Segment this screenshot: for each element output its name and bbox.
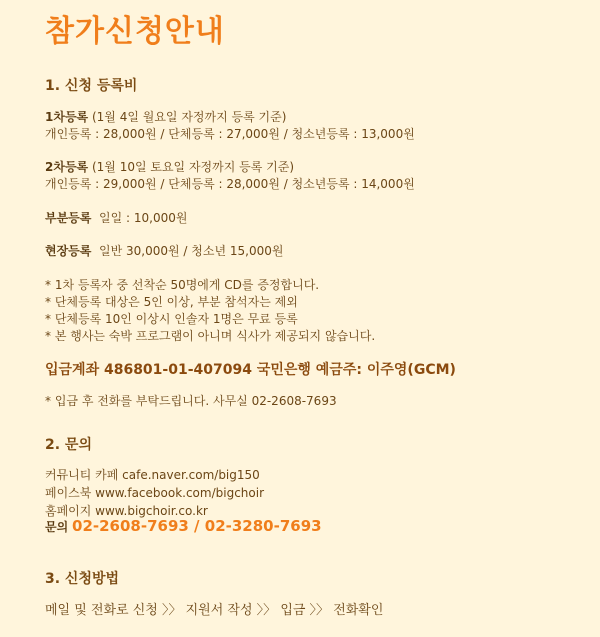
partial-row <box>45 209 187 226</box>
note-item: * 단체등록 10인 이상시 인솔자 1명은 무료 등록 <box>45 312 298 326</box>
contact-label: 문의 <box>45 520 69 534</box>
call-note: * 입금 후 전화를 부탁드립니다. 사무실 02-2608-7693 <box>45 394 337 408</box>
page-title: 참가신청안내 <box>45 14 225 49</box>
facebook-link[interactable]: 페이스북 www.facebook.com/bigchoir <box>45 486 265 500</box>
bank-account: 입금계좌 486801-01-407094 국민은행 예금주: 이주영(GCM) <box>45 362 456 378</box>
contact-phones: 02-2608-7693 / 02-3280-7693 <box>72 517 322 535</box>
round1-label: 1차등록 <box>45 110 89 124</box>
round2-prices: 개인등록 : 29,000원 / 단체등록 : 28,000원 / 청소년등록 : 14,000원 <box>45 177 415 191</box>
section-heading-inquiry: 2. 문의 <box>45 437 92 453</box>
onsite-label: 현장등록 <box>45 244 92 258</box>
section-heading-fees: 1. 신청 등록비 <box>45 78 138 94</box>
application-steps: 메일 및 전화로 신청 〉〉 지원서 작성 〉〉 입금 〉〉 전화확인 <box>45 603 384 618</box>
round2-label: 2차등록 <box>45 160 89 174</box>
homepage-link[interactable]: 홈페이지 www.bigchoir.co.kr <box>45 504 208 518</box>
partial-label: 부분등록 <box>45 211 92 225</box>
round2-deadline: (1월 10일 토요일 자정까지 등록 기준) <box>91 160 295 174</box>
round1-deadline: (1월 4일 월요일 자정까지 등록 기준) <box>91 110 287 124</box>
section-heading-method: 3. 신청방법 <box>45 571 120 587</box>
note-item: * 1차 등록자 중 선착순 50명에게 CD를 증정합니다. <box>45 278 320 292</box>
note-item: * 본 행사는 숙박 프로그램이 아니며 식사가 제공되지 않습니다. <box>45 329 376 343</box>
note-item: * 단체등록 대상은 5인 이상, 부분 참석자는 제외 <box>45 295 298 309</box>
round1-row <box>45 108 286 125</box>
partial-price: 일일 : 10,000원 <box>99 211 188 225</box>
cafe-link[interactable]: 커뮤니티 카페 cafe.naver.com/big150 <box>45 468 260 482</box>
round1-prices: 개인등록 : 28,000원 / 단체등록 : 27,000원 / 청소년등록 : 13,000원 <box>45 127 415 141</box>
contact-row <box>45 517 322 535</box>
round2-row <box>45 158 294 175</box>
onsite-price: 일반 30,000원 / 청소년 15,000원 <box>99 244 284 258</box>
onsite-row <box>45 242 283 259</box>
